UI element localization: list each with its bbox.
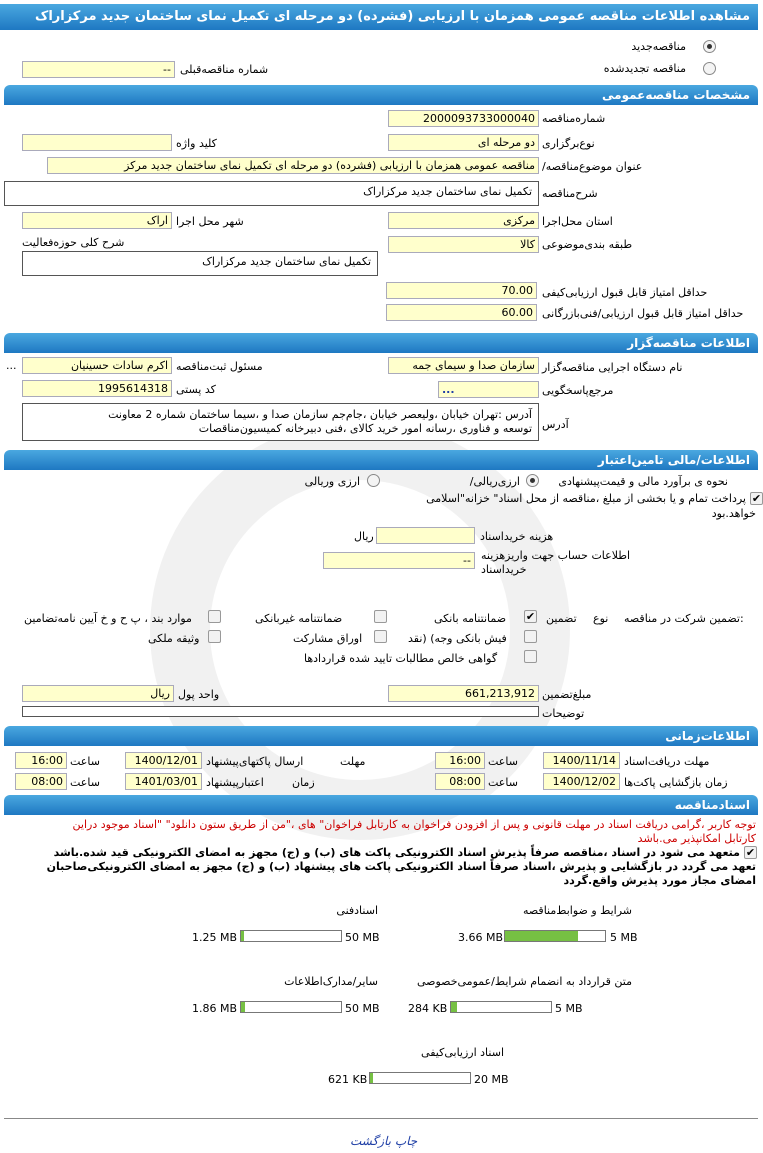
receive-deadline-label: مهلت دریافت‌اسناد (624, 755, 710, 768)
validity-label-2: اعتبارپیشنهاد (206, 776, 264, 789)
doc-file-max: 50 MB (345, 1002, 380, 1015)
clauses-label: موارد بند ، پ ح و خ آیین نامه‌تضامین (24, 612, 192, 625)
nonbank-guarantee-checkbox[interactable] (374, 610, 387, 623)
documents-notice-1: توجه کاربر ،گرامی دریافت اسناد در مهلت قانونی و پس از افزودن فراخوان به کارتابل فراخوان" های ،"من از طریق ستون دانلود" "اسناد موجود دراین (72, 818, 756, 831)
treasury-checkbox[interactable]: ✔ (751, 492, 762, 505)
doc-file-progress-fill (241, 1002, 245, 1012)
prev-number-label: شماره مناقصه‌قبلی (180, 63, 269, 76)
reference-field[interactable]: ... (438, 381, 539, 398)
doc-file-size: 1.25 MB (192, 931, 238, 944)
commitment-text-1: متعهد می شود در اسناد ،مناقصه صرفاً پذیرش اسناد الکترونیکی پاکت های (ب) و (ج) مجهز به امضای الکترونیکی قید شده.باشد (53, 846, 740, 859)
property-label: وثیقه ملکی (148, 632, 200, 645)
min-tech-label: حداقل امتیاز قابل قبول ارزیابی/فنی‌بازرگانی (542, 307, 744, 320)
doc-file-max: 5 MB (555, 1002, 583, 1015)
guarantee-type-label-2: تضمین (546, 612, 577, 625)
check-label: فیش بانکی وجه) (نقد (408, 632, 507, 645)
send-date-field[interactable]: 1400/12/01 (125, 752, 202, 769)
footer-links (350, 1134, 417, 1148)
rial-radio[interactable] (367, 474, 380, 487)
opening-time-field[interactable]: 08:00 (435, 773, 485, 790)
min-tech-field[interactable]: 60.00 (386, 304, 537, 321)
commitment-text-3: امضای مجاز مورد پذیرش واقع.گردد (563, 874, 756, 887)
doc-file-progress-fill (451, 1002, 457, 1012)
doc-file-progress (450, 1001, 552, 1013)
receive-time-field[interactable]: 16:00 (435, 752, 485, 769)
account-field[interactable]: -- (323, 552, 475, 569)
doc-file-name[interactable]: متن قرارداد به انضمام شرایط/عمومی‌خصوصی (416, 975, 632, 988)
send-deadline-label-1: مهلت (340, 755, 366, 768)
keyword-label: کلید واژه (176, 137, 217, 150)
tender-number-label: شماره‌مناقصه (542, 112, 606, 125)
commitment-text-2: تعهد می گردد در بازگشایی و پذیرش ،اسناد صرفاً اسناد الکترونیکی پاکت های پیشنهاد (ب) و (ج) مجهز به امضای الکترونیکی‌صاحبان (46, 860, 756, 873)
opening-hour-label: ساعت (488, 776, 518, 789)
province-field[interactable]: مرکزی (388, 212, 539, 229)
org-field[interactable]: سازمان صدا و سیمای جمه (388, 357, 539, 374)
min-quality-label: حداقل امتیاز قابل قبول ارزیابی‌کیفی (542, 286, 708, 299)
send-time-label: ساعت (70, 755, 100, 768)
tender-type-field[interactable]: دو مرحله ای (388, 134, 539, 151)
doc-file-progress (504, 930, 606, 942)
send-deadline-label-2: ارسال پاکتهای‌پیشنهاد (206, 755, 304, 768)
currency-option-label: /ارزی‌ریالی (469, 475, 520, 488)
certificate-label: گواهی خالص مطالبات تایید شده قراردادها (304, 652, 498, 665)
city-label: شهر محل اجرا (176, 215, 244, 228)
currency-radio[interactable] (526, 474, 539, 487)
city-field[interactable]: اراک (22, 212, 172, 229)
address-line-2: توسعه و فناوری ،رسانه امور خرید کالای ،فنی دبیرخانه کمیسیون‌مناقصات (198, 422, 532, 435)
doc-file-name[interactable]: شرایط و ضوابط‌مناقصه (523, 904, 632, 917)
validity-date-field[interactable]: 1401/03/01 (125, 773, 202, 790)
reference-label: مرجع‌پاسخگویی (542, 384, 614, 397)
category-label: طبقه بندی‌موضوعی (542, 238, 633, 251)
new-tender-label: مناقصه‌جدید (631, 40, 686, 53)
postal-field[interactable]: 1995614318 (22, 380, 172, 397)
doc-file-max: 20 MB (474, 1073, 509, 1086)
timing-section-header: اطلاعات‌زمانی (4, 726, 758, 746)
doc-file-name[interactable]: اسنادفنی (336, 904, 378, 917)
nonbank-guarantee-label: ضمانتنامه غیربانکی (255, 612, 343, 625)
validity-time-label: ساعت (70, 776, 100, 789)
property-checkbox[interactable] (208, 630, 221, 643)
notes-label: توضیحات (542, 707, 585, 720)
doc-file-name[interactable]: سایر/مدارک‌اطلاعات (284, 975, 378, 988)
renewed-tender-label: مناقصه تجدیدشده (603, 62, 686, 75)
responsible-field[interactable]: اکرم سادات حسینیان (22, 357, 172, 374)
clauses-checkbox[interactable] (208, 610, 221, 623)
renewed-tender-radio[interactable] (703, 62, 716, 75)
new-tender-radio[interactable] (703, 40, 716, 53)
opening-date-field[interactable]: 1400/12/02 (543, 773, 620, 790)
keyword-field[interactable] (22, 134, 172, 151)
organizer-section-header: اطلاعات مناقصه‌گزار (4, 333, 758, 353)
doc-file-progress-fill (505, 931, 578, 941)
general-section-header: مشخصات مناقصه‌عمومی (4, 85, 758, 105)
doc-cost-field[interactable] (376, 527, 475, 544)
guarantee-type-label: نوع (593, 612, 609, 625)
tender-type-label: نوع‌برگزاری (542, 137, 595, 150)
estimate-label: نحوه ی برآورد مالی و قیمت‌پیشنهادی (558, 475, 728, 488)
doc-file-progress-fill (241, 931, 244, 941)
subject-label: /عنوان موضوع‌مناقصه (542, 160, 643, 173)
validity-time-field[interactable]: 08:00 (15, 773, 67, 790)
doc-cost-label: هزینه خریداسناد (480, 530, 554, 543)
documents-notice-2: کارتابل امکانپذیر می.باشد (637, 832, 756, 845)
subject-field[interactable]: مناقصه عمومی همزمان با ارزیابی (فشرده) دو مرحله ای تکمیل نمای ساختمان جدید مرکز (47, 157, 539, 174)
guarantee-amount-label: مبلغ‌تضمین (542, 688, 592, 701)
doc-file-size: 3.66 MB (457, 931, 503, 944)
treasury-text-1: پرداخت تمام و یا بخشی از مبلغ ،مناقصه از محل اسناد" خزانه"اسلامی (426, 492, 746, 505)
address-line-1: آدرس :تهران خیابان ،ولیعصر خیابان ،جام‌جم سازمان صدا و ،سیما ساختمان شماره 2 معاونت (108, 408, 532, 421)
currency-unit-field[interactable]: ریال (22, 685, 174, 702)
check-checkbox[interactable] (524, 630, 537, 643)
print-link[interactable]: چاپ (394, 1134, 418, 1148)
bank-guarantee-checkbox[interactable]: ✔ (525, 610, 536, 623)
bank-guarantee-label: ضمانتنامه بانکی (434, 612, 507, 625)
commitment-checkbox[interactable]: ✔ (745, 846, 756, 859)
province-label: استان محل‌اجرا (542, 215, 613, 228)
doc-file-progress (240, 930, 342, 942)
tender-number-field[interactable]: 2000093733000040 (388, 110, 539, 127)
send-time-field[interactable]: 16:00 (15, 752, 67, 769)
address-box (22, 403, 539, 441)
min-quality-field[interactable]: 70.00 (386, 282, 537, 299)
receive-time-label: ساعت (488, 755, 518, 768)
description-label: شرح‌مناقصه (542, 187, 598, 200)
doc-file-size: 1.86 MB (192, 1002, 238, 1015)
account-label-2: خریداسناد (481, 563, 527, 576)
currency-unit-label: واحد پول (178, 688, 220, 701)
treasury-text-2: خواهد.بود (711, 507, 756, 520)
certificate-checkbox[interactable] (524, 650, 537, 663)
description-box: تکمیل نمای ساختمان جدید مرکزاراک (4, 181, 539, 206)
doc-file-progress (240, 1001, 342, 1013)
doc-file-progress-fill (370, 1073, 373, 1083)
receive-date-field[interactable]: 1400/11/14 (543, 752, 620, 769)
doc-file-name[interactable]: اسناد ارزیابی‌کیفی (421, 1046, 504, 1059)
doc-file-size: 621 KB (328, 1073, 368, 1086)
address-label: آدرس (542, 418, 569, 431)
prev-number-field[interactable]: -- (22, 61, 175, 78)
responsible-label: مسئول ثبت‌مناقصه (176, 360, 263, 373)
footer-divider (4, 1118, 758, 1119)
back-link[interactable]: بازگشت (350, 1134, 391, 1148)
doc-file-size: 284 KB (408, 1002, 448, 1015)
guarantee-amount-field[interactable]: 661,213,912 (388, 685, 539, 702)
category-field[interactable]: کالا (388, 236, 539, 253)
finance-section-header: اطلاعات/مالی تامین‌اعتبار (4, 450, 758, 470)
activity-label: شرح کلی حوزه‌فعالیت (22, 236, 125, 249)
activity-box: تکمیل نمای ساختمان جدید مرکزاراک (22, 251, 378, 276)
doc-file-progress (369, 1072, 471, 1084)
account-label-1: اطلاعات حساب جهت واریزهزینه (481, 549, 631, 562)
responsible-more[interactable]: ... (6, 359, 17, 372)
org-label: نام دستگاه اجرایی مناقصه‌گزار (542, 361, 683, 374)
doc-file-max: 5 MB (610, 931, 638, 944)
bonds-label: اوراق مشارکت (293, 632, 363, 645)
opening-time-label: زمان بازگشایی پاکت‌ها (624, 776, 728, 789)
page-title: مشاهده اطلاعات مناقصه عمومی همزمان با ارزیابی (فشرده) دو مرحله ای تکمیل نمای ساختمان جدید مرکزاراک (0, 4, 758, 30)
documents-section-header: اسنادمناقصه (4, 795, 758, 815)
notes-field[interactable] (22, 706, 539, 717)
validity-label-1: زمان (292, 776, 315, 789)
rial-option-label: ارزی وریالی (304, 475, 360, 488)
postal-label: کد پستی (176, 383, 216, 396)
guarantee-label: تضمین شرکت در مناقصه: (624, 612, 744, 625)
doc-file-max: 50 MB (345, 931, 380, 944)
bonds-checkbox[interactable] (374, 630, 387, 643)
doc-cost-unit: ریال (354, 530, 374, 543)
